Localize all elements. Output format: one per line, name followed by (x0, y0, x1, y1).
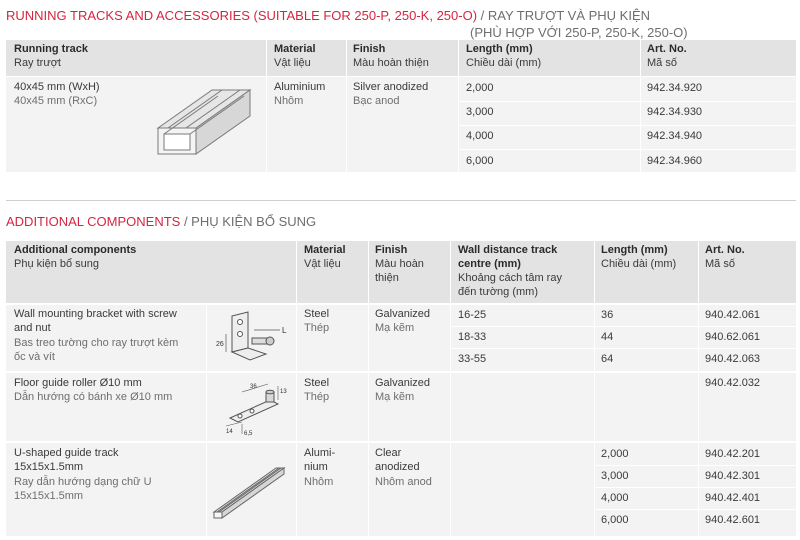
header-material: Material (304, 244, 346, 256)
header-length-vn: Chiều dài (mm) (466, 57, 542, 69)
roller-description: Floor guide roller Ø10 mm (14, 377, 142, 389)
utrack-description: U-shaped guide track (14, 447, 119, 459)
floor-guide-roller-illustration (212, 378, 294, 438)
material-aluminium-vn: Nhôm (274, 95, 304, 107)
section1-title (6, 8, 650, 23)
bracket-finish-vn: Mạ kẽm (375, 322, 415, 334)
running-track-illustration (150, 84, 262, 164)
bracket-description: and nut (14, 322, 51, 334)
roller-material: Steel (304, 377, 330, 389)
header-wall-distance-vn: Khoảng cách tâm ray (458, 272, 562, 284)
section2-title (6, 214, 316, 229)
header-art-no: Art. No. (705, 244, 745, 256)
utrack-material: Alumi- (304, 447, 336, 459)
section2-title-en: ADDITIONAL COMPONENTS (6, 214, 181, 229)
header-art-no-vn: Mã số (647, 57, 677, 69)
utrack-finish: anodized (375, 461, 420, 473)
utrack-wall-cell (451, 443, 594, 536)
length-value: 3,000 (466, 106, 494, 118)
wall-bracket-illustration (212, 308, 294, 368)
utrack-material-vn: Nhôm (304, 476, 334, 488)
running-track-size: 40x45 mm (WxH) (14, 81, 100, 93)
section1-title-vn: / RAY TRƯỢT VÀ PHỤ KIỆN (477, 8, 651, 23)
header-additional-components-vn: Phụ kiện bổ sung (14, 258, 100, 270)
length-value: 4,000 (601, 492, 629, 504)
header-finish: Finish (353, 43, 386, 55)
roller-material-vn: Thép (304, 391, 330, 403)
header-finish: Finish (375, 244, 408, 256)
art-no-value: 940.42.032 (705, 377, 761, 389)
art-no-value: 940.62.061 (705, 331, 761, 343)
header-material-vn: Vật liệu (274, 57, 311, 69)
header-wall-distance: Wall distance track (458, 244, 558, 256)
dimension-label: 6,5 (244, 431, 253, 437)
wall-distance-value: 18-33 (458, 331, 487, 343)
section1-title-en: RUNNING TRACKS AND ACCESSORIES (SUITABLE FOR 250-P, 250-K, 250-O) (6, 8, 478, 23)
dimension-label: 14 (226, 429, 233, 435)
art-no-value: 940.42.301 (705, 470, 761, 482)
header-material: Material (274, 43, 316, 55)
wall-distance-value: 33-55 (458, 353, 487, 365)
u-track-illustration (210, 462, 294, 522)
length-value: 64 (601, 353, 614, 365)
wall-distance-value: 16-25 (458, 309, 487, 321)
dimension-label: 26 (216, 341, 224, 348)
art-no-value: 940.42.601 (705, 514, 761, 526)
bracket-description-vn: ốc và vít (14, 351, 55, 363)
utrack-finish: Clear (375, 447, 402, 459)
length-value: 6,000 (601, 514, 629, 526)
header-art-no: Art. No. (647, 43, 687, 55)
dimension-label: 36 (250, 384, 257, 390)
header-finish-vn: thiện (375, 272, 399, 284)
dimension-label: L (282, 326, 287, 335)
section2-title-vn: / PHỤ KIỆN BỔ SUNG (180, 214, 317, 229)
length-value: 3,000 (601, 470, 629, 482)
section1-title-vn2: (PHÙ HỢP VỚI 250-P, 250-K, 250-O) (470, 25, 688, 40)
dimension-label: 13 (280, 389, 287, 395)
bracket-description: Wall mounting bracket with screw (14, 308, 177, 320)
header-finish-vn: Màu hoàn (375, 258, 424, 270)
art-no-value: 942.34.920 (647, 82, 703, 94)
art-no-value: 940.42.201 (705, 448, 761, 460)
utrack-description-vn: Ray dẫn hướng dạng chữ U (14, 476, 152, 488)
bracket-material-vn: Thép (304, 322, 330, 334)
bracket-finish: Galvanized (375, 308, 431, 320)
header-running-track-vn: Ray trượt (14, 57, 61, 69)
roller-description-vn: Dẫn hướng có bánh xe Ø10 mm (14, 391, 173, 403)
header-length-vn: Chiều dài (mm) (601, 258, 677, 270)
header-finish-vn: Màu hoàn thiện (353, 57, 429, 69)
length-value: 2,000 (466, 82, 494, 94)
bracket-description-vn: Bas treo tường cho ray trượt kèm (14, 337, 179, 349)
utrack-finish-vn: Nhôm anod (375, 476, 432, 488)
art-no-value: 942.34.930 (647, 106, 703, 118)
header-wall-distance: centre (mm) (458, 258, 521, 270)
length-value: 44 (601, 331, 614, 343)
finish-silver-anodized-vn: Bạc anod (353, 95, 400, 107)
art-no-value: 940.42.401 (705, 492, 761, 504)
utrack-material: nium (304, 461, 328, 473)
length-value: 36 (601, 309, 614, 321)
running-track-size-vn: 40x45 mm (RxC) (14, 95, 98, 107)
header-wall-distance-vn: đến tường (mm) (458, 286, 538, 298)
length-value: 6,000 (466, 155, 494, 167)
finish-silver-anodized: Silver anodized (353, 81, 429, 93)
header-art-no-vn: Mã số (705, 258, 735, 270)
length-value: 4,000 (466, 130, 494, 142)
header-material-vn: Vật liệu (304, 258, 341, 270)
utrack-description-vn: 15x15x1.5mm (14, 490, 84, 502)
art-no-value: 942.34.960 (647, 155, 703, 167)
header-running-track: Running track (14, 43, 88, 55)
length-value: 2,000 (601, 448, 629, 460)
roller-finish: Galvanized (375, 377, 431, 389)
roller-finish-vn: Mạ kẽm (375, 391, 415, 403)
art-no-value: 940.42.063 (705, 353, 761, 365)
header-length: Length (mm) (601, 244, 668, 256)
material-aluminium: Aluminium (274, 81, 326, 93)
art-no-value: 940.42.061 (705, 309, 761, 321)
header-additional-components: Additional components (14, 244, 137, 256)
bracket-material: Steel (304, 308, 330, 320)
header-length: Length (mm) (466, 43, 533, 55)
utrack-description: 15x15x1.5mm (14, 461, 84, 473)
art-no-value: 942.34.940 (647, 130, 703, 142)
